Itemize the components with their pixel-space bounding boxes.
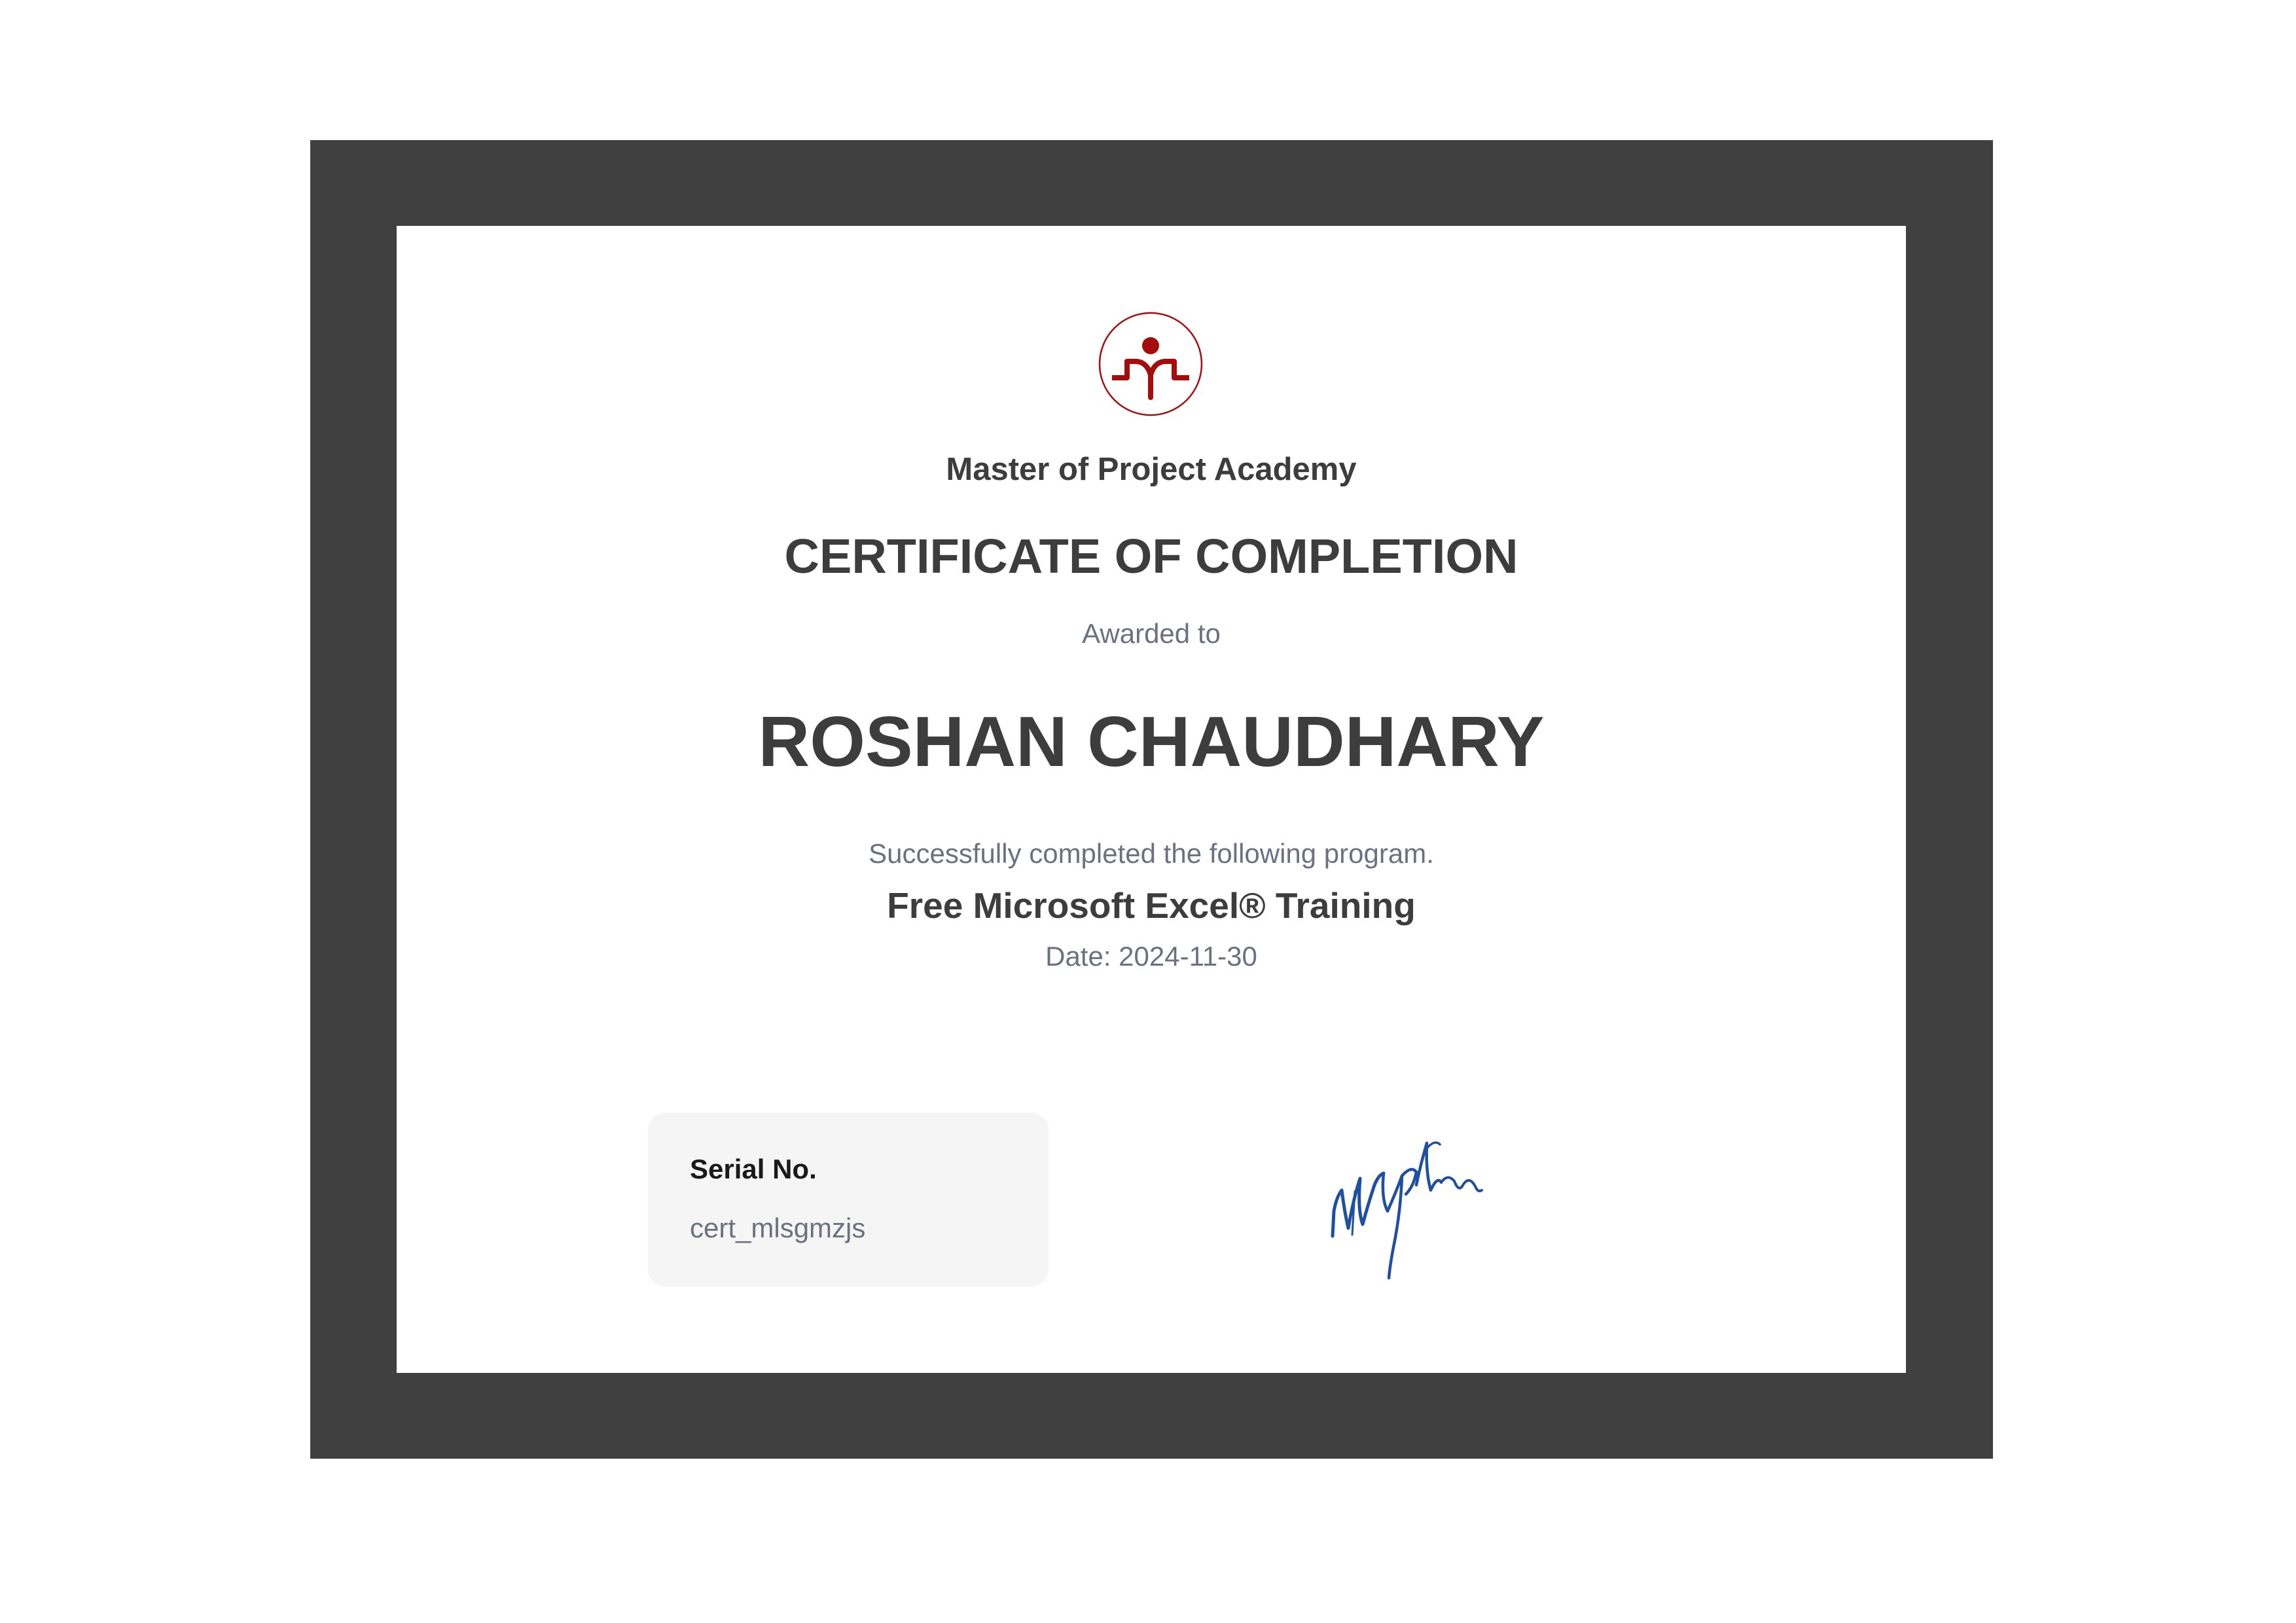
awarded-to-label: Awarded to <box>1082 618 1221 649</box>
certificate-title: CERTIFICATE OF COMPLETION <box>784 529 1518 583</box>
program-name: Free Microsoft Excel® Training <box>887 885 1416 926</box>
completion-text: Successfully completed the following program. <box>869 838 1434 869</box>
academy-logo-icon <box>1098 311 1204 417</box>
academy-name: Master of Project Academy <box>946 452 1357 487</box>
serial-value: cert_mlsgmzjs <box>690 1213 866 1243</box>
completion-date: Date: 2024-11-30 <box>1045 941 1257 972</box>
serial-label: Serial No. <box>690 1154 817 1184</box>
signature-image <box>1329 1113 1538 1283</box>
recipient-name: ROSHAN CHAUDHARY <box>758 702 1545 782</box>
serial-number-box <box>648 1113 1049 1286</box>
